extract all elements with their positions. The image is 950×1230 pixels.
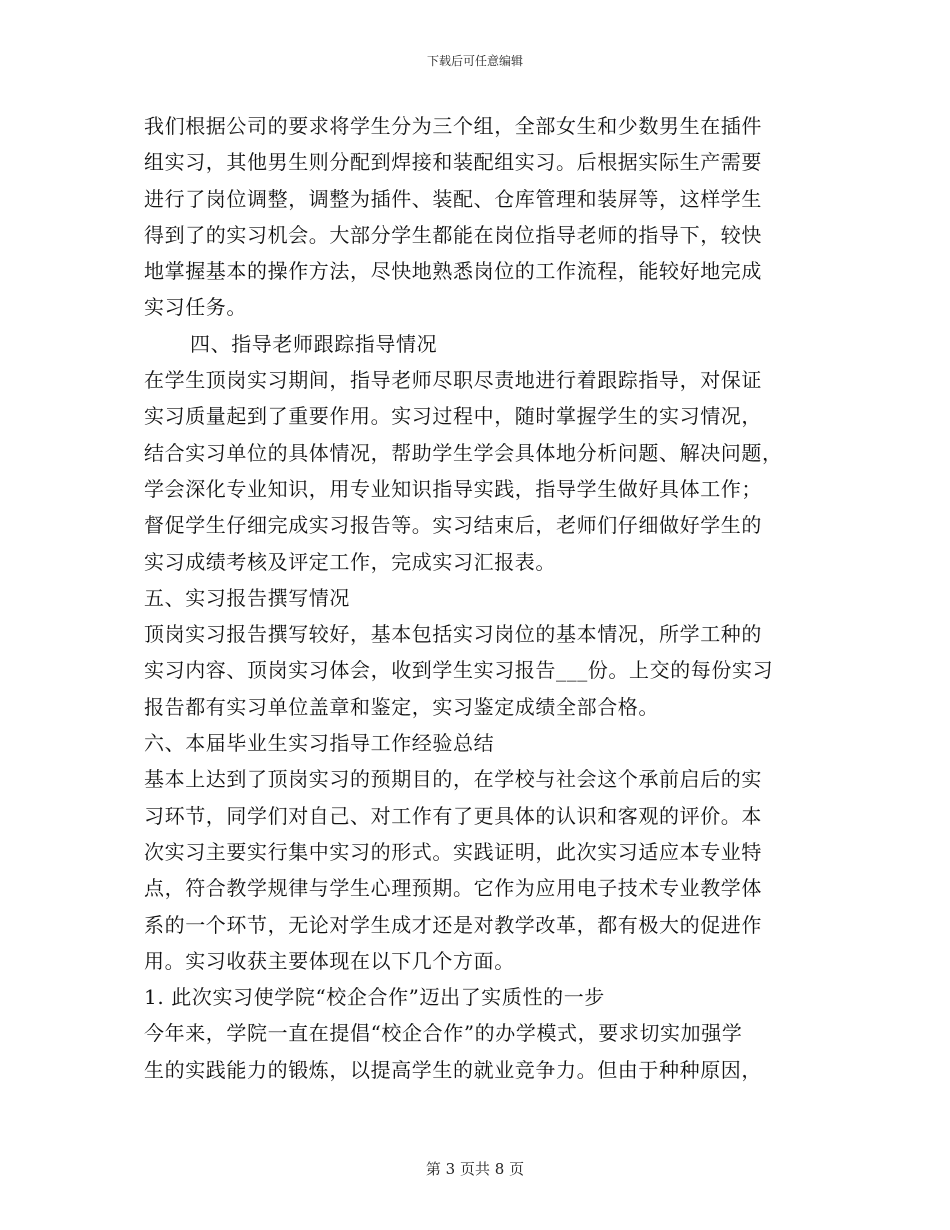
text-line: 在学生顶岗实习期间，指导老师尽职尽责地进行着跟踪指导，对保证 <box>144 368 762 393</box>
page-footer: 第 3 页共 8 页 <box>425 1160 525 1178</box>
subsection-heading: 1. 此次实习使学院“校企合作”迈出了实质性的一步 <box>144 985 605 1010</box>
text-line: 我们根据公司的要求将学生分为三个组，全部女生和少数男生在插件 <box>144 114 762 138</box>
section-heading: 六、本届毕业生实习指导工作经验总结 <box>144 731 495 756</box>
text-line: 得到了的实习机会。大部分学生都能在岗位指导老师的指导下，较快 <box>144 222 762 247</box>
text-line: 实习质量起到了重要作用。实习过程中，随时掌握学生的实习情况， <box>144 404 762 429</box>
text-line: 顶岗实习报告撰写较好，基本包括实习岗位的基本情况，所学工种的 <box>144 622 762 647</box>
text-line: 组实习，其他男生则分配到焊接和装配组实习。后根据实际生产需要 <box>144 150 762 175</box>
text-line: 学会深化专业知识，用专业知识指导实践，指导学生做好具体工作； <box>144 476 762 501</box>
text-line: 实习成绩考核及评定工作，完成实习汇报表。 <box>144 549 556 574</box>
text-line: 督促学生仔细完成实习报告等。实习结束后，老师们仔细做好学生的 <box>144 513 762 538</box>
text-line: 用。实习收获主要体现在以下几个方面。 <box>144 948 515 973</box>
text-line: 习环节，同学们对自己、对工作有了更具体的认识和客观的评价。本 <box>144 803 762 828</box>
section-heading: 五、实习报告撰写情况 <box>144 585 350 610</box>
document-body <box>144 108 814 1088</box>
text-line: 点，符合教学规律与学生心理预期。它作为应用电子技术专业教学体 <box>144 876 762 901</box>
text-line: 今年来，学院一直在提倡“校企合作”的办学模式，要求切实加强学 <box>144 1021 743 1046</box>
page-header: 下载后可任意编辑 <box>426 54 523 68</box>
text-line: 系的一个环节，无论对学生成才还是对教学改革，都有极大的促进作 <box>144 912 762 937</box>
text-line: 次实习主要实行集中实习的形式。实践证明，此次实习适应本专业特 <box>144 839 762 864</box>
section-heading: 四、指导老师跟踪指导情况 <box>190 331 438 356</box>
text-line: 报告都有实习单位盖章和鉴定，实习鉴定成绩全部合格。 <box>144 694 659 719</box>
text-line: 地掌握基本的操作方法，尽快地熟悉岗位的工作流程，能较好地完成 <box>144 259 762 284</box>
text-line: 生的实践能力的锻炼，以提高学生的就业竞争力。但由于种种原因， <box>144 1057 762 1082</box>
text-line: 结合实习单位的具体情况，帮助学生学会具体地分析问题、解决问题， <box>144 440 783 465</box>
text-line: 基本上达到了顶岗实习的预期目的，在学校与社会这个承前启后的实 <box>144 767 762 792</box>
text-line: 实习任务。 <box>144 295 247 320</box>
text-line: 进行了岗位调整，调整为插件、装配、仓库管理和装屏等，这样学生 <box>144 186 762 211</box>
text-line: 实习内容、顶岗实习体会，收到学生实习报告___份。上交的每份实习 <box>144 658 774 683</box>
